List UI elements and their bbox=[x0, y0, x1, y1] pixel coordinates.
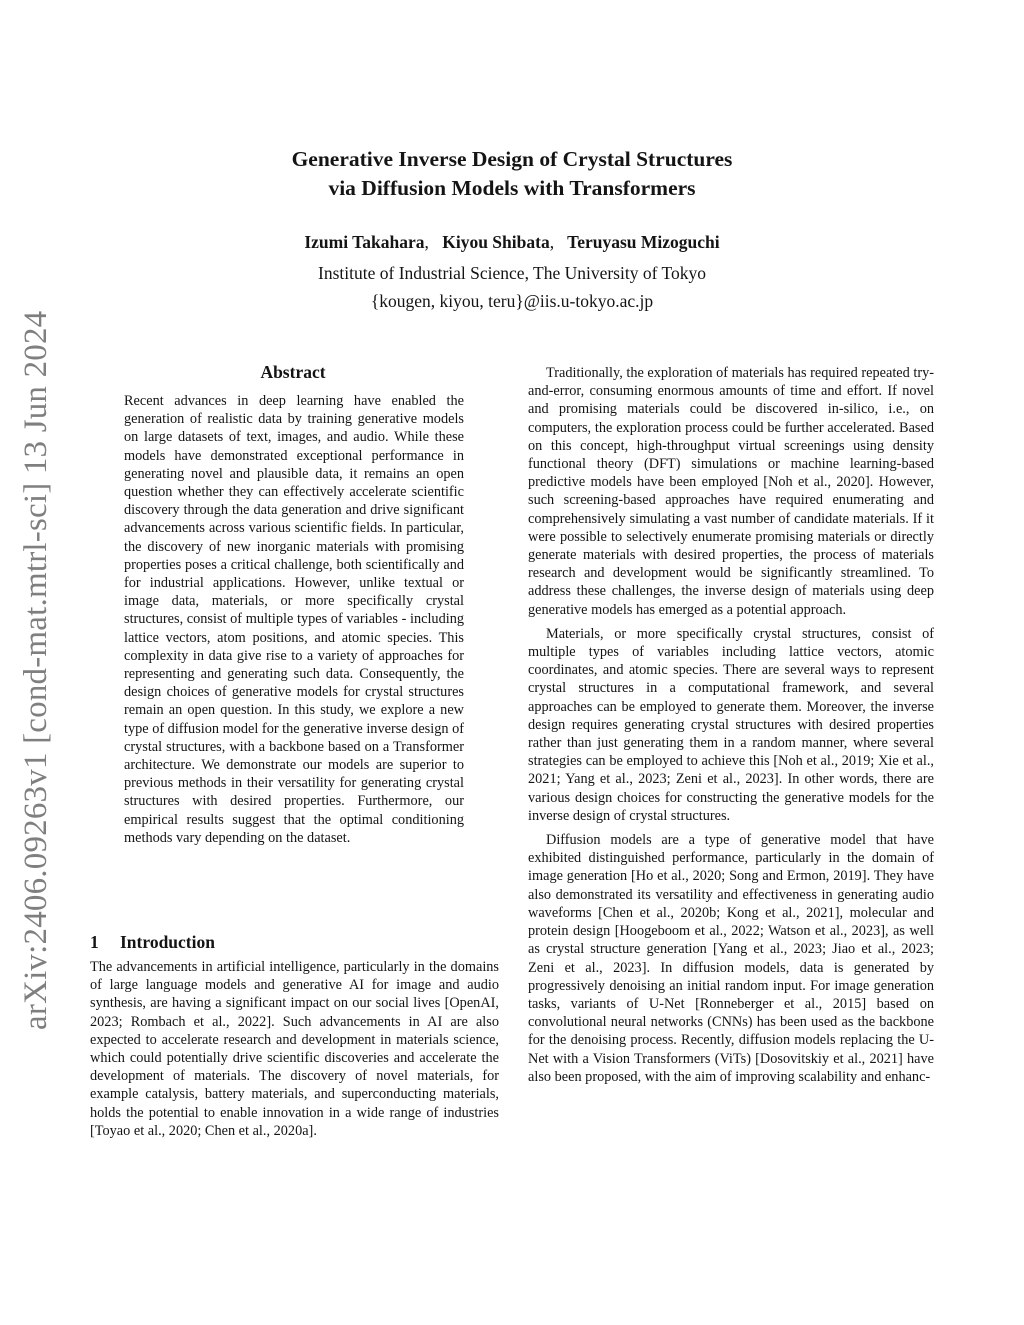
author-name: Teruyasu Mizoguchi bbox=[567, 232, 720, 252]
author-list bbox=[160, 231, 864, 253]
abstract-paragraph: Recent advances in deep learning have enabled the generation of realistic data by training generative models on large datasets of text, images, and audio. While these models have demonstrated exceptional performance in generating novel and plausible data, it remains an open question whether they can effectively accelerate scientific discovery through the data generation and drive significant advancements across various scientific fields. In particular, the discovery of new inorganic materials with promising properties poses a critical challenge, both scientifically and for industrial applications. However, unlike textual or image data, materials, or more specifically crystal structures, consist of multiple types of variables - including lattice vectors, atom positions, and atomic species. This complexity in data give rise to a variety of approaches for representing and generating such data. Consequently, the design choices of generative models for crystal structures remain an open question. In this study, we explore a new type of diffusion model for the generative inverse design of crystal structures, with a backbone based on a Transformer architecture. We demonstrate our models are superior to previous methods in their versatility for generating crystal structures with desired properties. Furthermore, our empirical results suggest that the optimal conditioning methods vary depending on the dataset. bbox=[124, 393, 464, 846]
paper-title bbox=[160, 145, 864, 203]
body-paragraph: Materials, or more specifically crystal structures, consist of multiple types of variables including lattice vectors, atomic coordinates, and atomic species. There are several ways to represent crystal structures in a computational framework, and several approaches can be employed to generate them. Moreover, the inverse design requires generating crystal structures with desired properties rather than just generating them in a random manner, where several strategies can be employed to achieve this [Noh et al., 2019; Xie et al., 2021; Yang et al., 2023; Zeni et al., 2023]. In other words, there are various design choices for constructing the generative models for the inverse design of crystal structures. bbox=[528, 625, 934, 824]
body-paragraph: Traditionally, the exploration of materials has required repeated try-and-error, consuming enormous amounts of time and effort. If novel and promising materials could be discovered in-silico, i.e., on computers, the exploration process could be further accelerated. Based on this concept, high-throughput virtual screenings using density functional theory (DFT) simulations or machine learning-based predictive models have been employed [Noh et al., 2020]. However, such screening-based approaches have required enumerating and comprehensively simulating a vast number of candidate materials. If it were possible to selectively enumerate promising materials or directly generate materials with desired properties, the process of materials research and development would be significantly streamlined. To address these challenges, the inverse design of materials using deep generative models has emerged as a potential approach. bbox=[528, 365, 935, 618]
author-name: Izumi Takahara bbox=[304, 232, 425, 252]
right-column-text bbox=[528, 364, 934, 1086]
section-number: 1 bbox=[90, 932, 99, 952]
body-paragraph: The advancements in artificial intelligence, particularly in the domains of large language models and generative AI for image and audio synthesis, are having a significant impact on our social lives [OpenAI, 2023; Rombach et al., 2022]. Such advancements in AI are also expected to accelerate research and development in materials science, which could potentially drive scientific discoveries and accelerate the development of materials. The discovery of novel materials, for example catalysis, battery materials, and superconducting materials, holds the potential to enable innovation in a wide range of industries [Toyao et al., 2020; Chen et al., 2020a]. bbox=[90, 959, 499, 1139]
author-separator: , bbox=[549, 232, 555, 252]
title-line-1: Generative Inverse Design of Crystal Structures bbox=[291, 147, 733, 171]
author-emails: {kougen, kiyou, teru}@iis.u-tokyo.ac.jp bbox=[370, 291, 654, 311]
affiliation-block bbox=[160, 259, 864, 315]
arxiv-identifier-stamp: arXiv:2406.09263v1 [cond-mat.mtrl-sci] 13 Jun 2024 bbox=[18, 310, 54, 1030]
title-line-2: via Diffusion Models with Transformers bbox=[328, 176, 696, 200]
abstract-heading: Abstract bbox=[260, 362, 326, 382]
author-separator: , bbox=[424, 232, 429, 252]
abstract-text bbox=[124, 392, 464, 847]
affiliation: Institute of Industrial Science, The University of Tokyo bbox=[318, 263, 706, 283]
author-name: Kiyou Shibata bbox=[442, 232, 550, 252]
body-paragraph: Diffusion models are a type of generative model that have exhibited distinguished performance, particularly in the domain of image generation [Ho et al., 2020; Song and Ermon, 2019]. They have also demonstrated its versatility and effectiveness in generating audio waveforms [Chen et al., 2020b; Kong et al., 2021], molecular and protein design [Hoogeboom et al., 2022; Watson et al., 2023], as well as crystal structure generation [Yang et al., 2023; Jiao et al., 2023; Zeni et al., 2023]. In diffusion models, data is generated by progressively denoising an initial random input. For image generation tasks, variants of U-Net [Ronneberger et al., 2015] based on convolutional neural networks (CNNs) has been used as the backbone for the denoising process. Recently, diffusion models replacing the U-Net with a Vision Transformers (ViTs) [Dosovitskiy et al., 2021] have also been proposed, with the aim of improving scalability and enhanc- bbox=[528, 832, 934, 1085]
section-title: Introduction bbox=[120, 932, 215, 952]
section-heading-introduction bbox=[90, 930, 500, 954]
introduction-text-left bbox=[90, 958, 499, 1140]
